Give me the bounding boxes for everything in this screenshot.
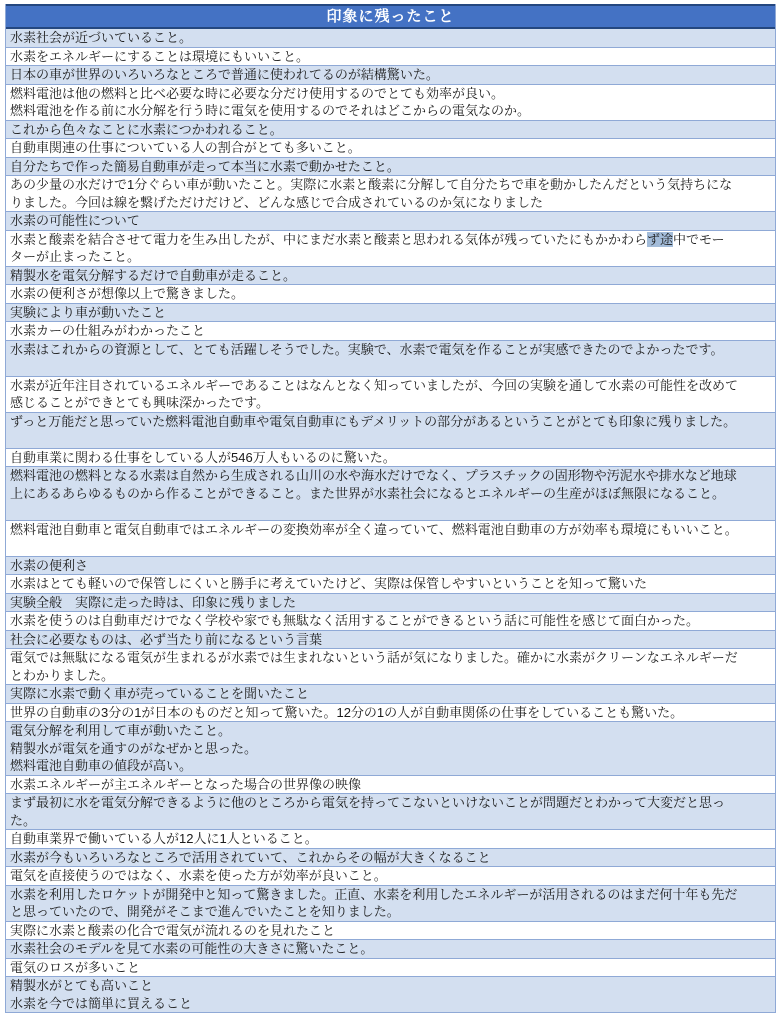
row-text (10, 922, 771, 940)
row-text (10, 449, 771, 467)
row-text (10, 394, 771, 412)
row-text (10, 341, 771, 359)
text-segment: 実際に水素と酸素の化合で電気が流れるのを見れたこと (10, 922, 336, 938)
table-row[interactable] (6, 449, 775, 468)
table-row[interactable] (6, 849, 775, 868)
table-row[interactable] (6, 341, 775, 377)
row-text (10, 722, 771, 740)
text-segment: 水素が近年注目されているエネルギーであることはなんとなく知っていましたが、今回の実験を通して水素の可能性を改めて (10, 377, 739, 393)
table-header-title: 印象に残ったこと (6, 4, 775, 29)
table-row[interactable] (6, 176, 775, 212)
text-segment: ターが止まったこと。 (10, 249, 141, 264)
text-segment: 水素の便利さ (10, 557, 89, 573)
text-segment: 社会に必要なものは、必ず当たり前になるという言葉 (10, 631, 323, 647)
text-segment: 電気を直接使うのではなく、水素を使った方が効率が良いこと。 (10, 868, 387, 883)
row-text (10, 812, 771, 830)
text-segment: 水素をエネルギーにすることは環境にもいいこと。 (10, 48, 310, 64)
row-text (10, 830, 771, 848)
row-text (10, 322, 771, 340)
row-text (10, 575, 771, 593)
row-text (10, 285, 771, 303)
text-segment: 精製水がとても高いこと (10, 978, 154, 993)
table-row[interactable] (6, 521, 775, 557)
table-row[interactable] (6, 886, 775, 922)
text-segment: 水素が今もいろいろなところで活用されていて、これからその幅が大きくなること (10, 849, 491, 865)
table-row[interactable] (6, 158, 775, 177)
row-text (10, 212, 771, 230)
row-text (10, 903, 771, 921)
table-row[interactable] (6, 830, 775, 849)
text-segment: 水素の便利さが想像以上で驚きました。 (10, 286, 245, 301)
row-text (10, 66, 771, 84)
table-row[interactable] (6, 575, 775, 594)
row-text (10, 631, 771, 649)
row-text (10, 139, 771, 157)
table-row[interactable] (6, 48, 775, 67)
table-row[interactable] (6, 685, 775, 704)
row-text (10, 29, 771, 47)
table-row[interactable] (6, 867, 775, 886)
text-segment: 自分たちで作った簡易自動車が走って本当に水素で動かせたこと。 (10, 158, 400, 174)
text-segment: 上にあるあらゆるものから作ることができること。また世界が水素社会になるとエネルギーの生産がほぼ無限になること。 (10, 485, 726, 501)
row-text (10, 557, 771, 575)
blank-line (10, 430, 771, 448)
table-row[interactable] (6, 139, 775, 158)
row-text (10, 485, 771, 503)
text-segment: 水素を使うのは自動車だけでなく学校や家でも無駄なく活用することができるという話に可能性を感じて面白かった。 (10, 613, 700, 628)
table-row[interactable] (6, 267, 775, 286)
table-row[interactable] (6, 377, 775, 413)
row-text (10, 594, 771, 612)
row-text (10, 940, 771, 958)
row-text (10, 886, 771, 904)
row-text (10, 667, 771, 685)
text-segment: 実験全般 実際に走った時は、印象に残りました (10, 594, 297, 610)
table-row[interactable] (6, 594, 775, 613)
table-row[interactable] (6, 959, 775, 978)
text-segment: 水素を利用したロケットが開発中と知って驚きました。正直、水素を利用したエネルギーが活用されるのはまだ何十年も先だ (10, 886, 738, 902)
row-text (10, 776, 771, 794)
text-segment: ずっと万能だと思っていた燃料電池自動車や電気自動車にもデメリットの部分があるということがとても印象に残りました。 (10, 413, 737, 429)
text-segment: まず最初に水を電気分解できるように他のところから電気を持ってこないといけないことが問題だとわかって大変だと思っ (10, 795, 726, 810)
text-segment: 燃料電池の燃料となる水素は自然から生成される山川の水や海水だけでなく、プラスチックの固形物や汚泥水や排水など地球 (10, 468, 737, 483)
text-segment: 電気分解を利用して車が動いたこと。 (10, 723, 232, 738)
table-row[interactable] (6, 212, 775, 231)
row-text (10, 231, 771, 249)
text-segment: 水素はとても軽いので保管しにくいと勝手に考えていたけど、実際は保管しやすいということを知って驚いた (10, 576, 648, 591)
row-text (10, 248, 771, 266)
table-row[interactable] (6, 285, 775, 304)
row-text (10, 267, 771, 285)
row-text (10, 158, 771, 176)
text-segment: 水素エネルギーが主エネルギーとなった場合の世界像の映像 (10, 776, 362, 792)
text-segment: と思っていたので、開発がそこまで進んでいたことを知りました。 (10, 904, 400, 919)
row-text (10, 121, 771, 139)
text-segment: 燃料電池は他の燃料と比べ必要な時に必要な分だけ使用するのでとても効率が良い。 (10, 85, 505, 101)
text-segment: 自動車業界で働いている人が12人に1人といること。 (10, 831, 318, 846)
text-segment: 実験により車が動いたこと (10, 304, 167, 320)
impressions-table (5, 4, 776, 1013)
text-segment: 燃料電池自動車と電気自動車ではエネルギーの変換効率が全く違っていて、燃料電池自動車の方が効率も環境にもいいこと。 (10, 521, 738, 537)
row-text (10, 48, 771, 66)
text-segment: りました。今回は線を繋げただけだけど、どんな感じで合成されているのか気になりました (10, 194, 544, 210)
text-segment: 日本の車が世界のいろいろなところで普通に使われてるのが結構驚いた。 (10, 67, 439, 82)
row-text (10, 704, 771, 722)
text-segment: 水素を今では簡単に買えること (10, 995, 193, 1011)
row-text (10, 867, 771, 885)
table-row[interactable] (6, 704, 775, 723)
row-text (10, 959, 771, 977)
table-row[interactable] (6, 722, 775, 776)
text-segment: 精製水を電気分解するだけで自動車が走ること。 (10, 267, 297, 283)
row-text (10, 304, 771, 322)
row-text (10, 413, 771, 431)
table-row[interactable] (6, 612, 775, 631)
row-text (10, 176, 771, 194)
row-text (10, 849, 771, 867)
row-text (10, 740, 771, 758)
row-text (10, 794, 771, 812)
row-text (10, 467, 771, 485)
text-segment: これから色々なことに水素につかわれること。 (10, 121, 283, 137)
text-segment: 自動車関連の仕事についている人の割合がとても多いこと。 (10, 140, 361, 155)
table-row[interactable] (6, 631, 775, 650)
row-text (10, 685, 771, 703)
row-text (10, 995, 771, 1013)
blank-line (10, 538, 771, 556)
table-body (6, 29, 775, 1013)
row-text (10, 757, 771, 775)
text-segment: 中でモー (673, 231, 725, 247)
text-segment: 感じることができとても興味深かったです。 (10, 395, 269, 410)
table-row[interactable] (6, 940, 775, 959)
table-row[interactable] (6, 794, 775, 830)
row-text (10, 521, 771, 539)
table-row[interactable] (6, 231, 775, 267)
text-segment: た。 (10, 812, 37, 828)
text-segment: 燃料電池自動車の値段が高い。 (10, 758, 193, 773)
row-text (10, 977, 771, 995)
blank-line (10, 358, 771, 376)
table-row[interactable] (6, 29, 775, 48)
table-row[interactable] (6, 322, 775, 341)
table-row[interactable] (6, 922, 775, 941)
row-text (10, 102, 771, 120)
text-segment: 水素社会が近づいていること。 (10, 30, 193, 45)
row-text (10, 612, 771, 630)
table-row[interactable] (6, 85, 775, 121)
table-row[interactable] (6, 413, 775, 449)
table-row[interactable] (6, 649, 775, 685)
table-row[interactable] (6, 977, 775, 1013)
text-segment: とわかりました。 (10, 667, 115, 683)
row-text (10, 377, 771, 395)
table-row[interactable] (6, 304, 775, 323)
text-segment: 水素の可能性について (10, 213, 140, 228)
text-segment: 電気では無駄になる電気が生まれるが水素では生まれないという話が気になりました。確かに水素がクリーンなエネルギーだ (10, 650, 738, 665)
text-segment: 精製水が電気を通すのがなぜかと思った。 (10, 740, 258, 756)
row-text (10, 194, 771, 212)
text-segment: 電気のロスが多いこと (10, 959, 141, 975)
table-row[interactable] (6, 121, 775, 140)
text-segment: あの少量の水だけで1分ぐらい車が動いたこと。実際に水素と酸素に分解して自分たちで車を動かしたんだという気持ちにな (10, 177, 733, 192)
table-row[interactable] (6, 776, 775, 795)
text-segment: 自動車業に関わる仕事をしている人が546万人もいるのに驚いた。 (10, 449, 396, 465)
table-row[interactable] (6, 467, 775, 521)
text-segment: 実際に水素で動く車が売っていることを聞いたこと (10, 686, 310, 701)
text-segment: 燃料電池を作る前に水分解を行う時に電気を使用するのでそれはどこからの電気なのか。 (10, 103, 531, 118)
text-segment: 水素カーの仕組みがわかったこと (10, 323, 206, 338)
table-row[interactable] (6, 557, 775, 576)
text-segment: 水素社会のモデルを見て水素の可能性の大きさに驚いたこと。 (10, 941, 374, 956)
text-segment: 水素はこれからの資源として、とても活躍しそうでした。実験で、水素で電気を作ることが実感できたのでよかったです。 (10, 341, 724, 357)
text-segment: 世界の自動車の3分の1が日本のものだと知って驚いた。12分の1の人が自動車関係の仕事をしていることも驚いた。 (10, 704, 684, 720)
row-text (10, 85, 771, 103)
text-segment: 水素と酸素を結合させて電力を生み出したが、中にまだ水素と酸素と思われる気体が残っていたにもかかわら (10, 231, 648, 247)
selected-text-highlight[interactable]: ず途 (647, 231, 674, 247)
row-text (10, 649, 771, 667)
table-row[interactable] (6, 66, 775, 85)
blank-line (10, 502, 771, 520)
